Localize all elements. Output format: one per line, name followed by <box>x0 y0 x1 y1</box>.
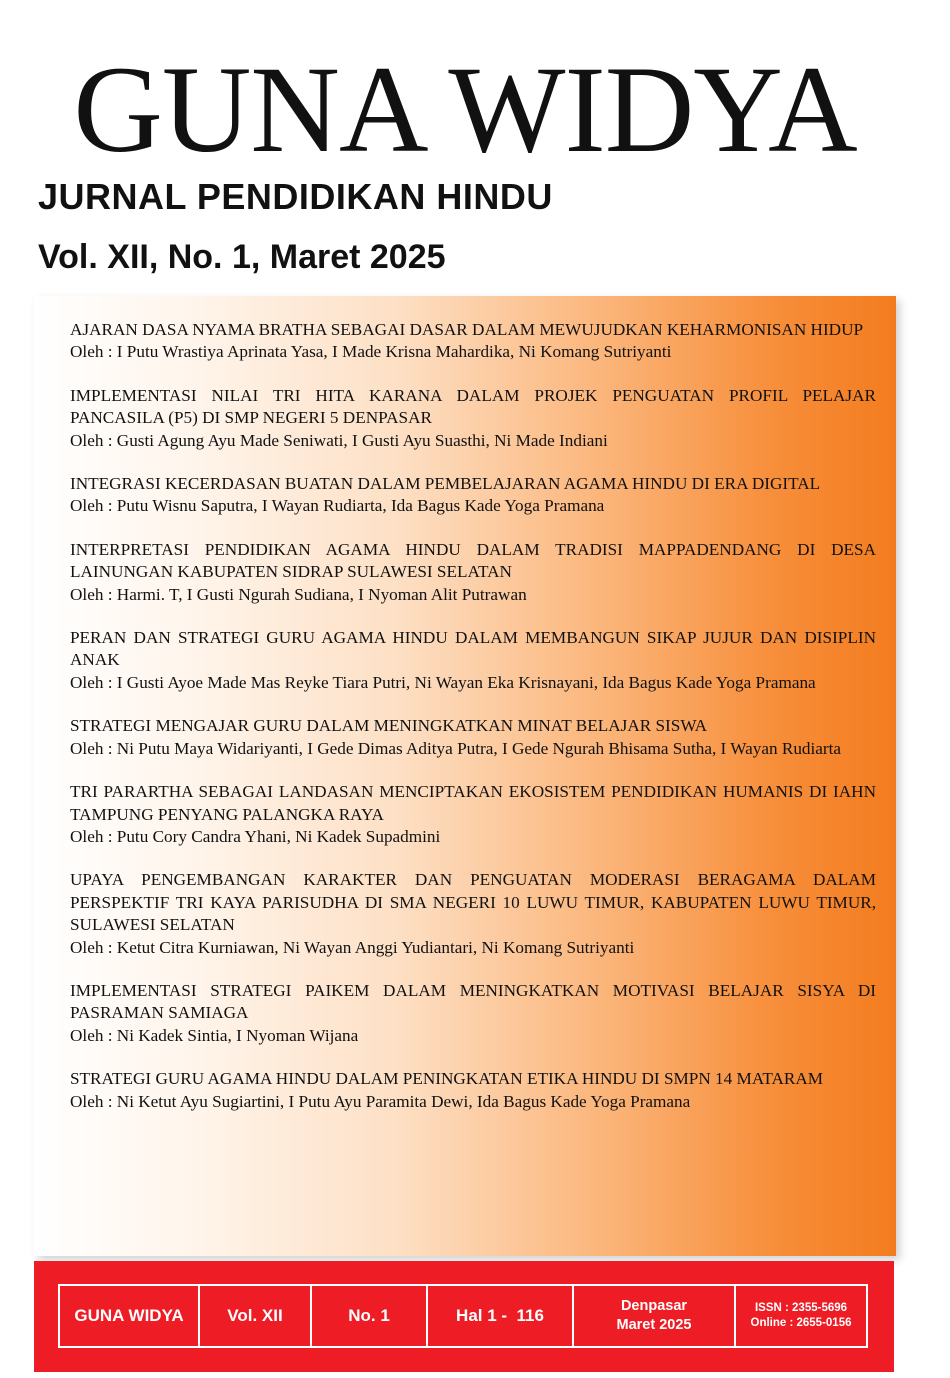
article-item <box>70 473 876 518</box>
article-title: INTERPRETASI PENDIDIKAN AGAMA HINDU DALAM TRADISI MAPPADENDANG DI DESA LAINUNGAN KABUPATEN SIDRAP SULAWESI SELATAN <box>70 539 876 582</box>
article-item <box>70 319 876 364</box>
article-list <box>70 319 876 1134</box>
footer-volume: Vol. XII <box>200 1286 312 1346</box>
footer-issn-print: ISSN : 2355-5696 <box>754 1302 848 1314</box>
article-authors: Oleh : Gusti Agung Ayu Made Seniwati, I Gusti Ayu Suasthi, Ni Made Indiani <box>70 430 608 450</box>
footer-band <box>34 1261 894 1372</box>
article-authors: Oleh : Ni Kadek Sintia, I Nyoman Wijana <box>70 1025 359 1045</box>
footer-place-date <box>574 1286 736 1346</box>
article-item <box>70 1068 876 1113</box>
footer-place: Denpasar <box>620 1298 688 1314</box>
footer-issn-online: Online : 2655-0156 <box>750 1317 852 1329</box>
footer-info-bar <box>58 1284 868 1348</box>
article-item <box>70 869 876 959</box>
issue-volume: Vol. XII, No. 1, Maret 2025 <box>38 238 446 276</box>
article-title: UPAYA PENGEMBANGAN KARAKTER DAN PENGUATAN MODERASI BERAGAMA DALAM PERSPEKTIF TRI KAYA PARISUDHA DI SMA NEGERI 10 LUWU TIMUR, KABUPATEN LUWU TIMUR, SULAWESI SELATAN <box>70 870 876 935</box>
article-authors: Oleh : Putu Wisnu Saputra, I Wayan Rudiarta, Ida Bagus Kade Yoga Pramana <box>70 496 605 516</box>
journal-subtitle: JURNAL PENDIDIKAN HINDU <box>38 176 553 217</box>
article-title: IMPLEMENTASI NILAI TRI HITA KARANA DALAM PROJEK PENGUATAN PROFIL PELAJAR PANCASILA (P5) DI SMP NEGERI 5 DENPASAR <box>70 385 876 428</box>
article-title: TRI PARARTHA SEBAGAI LANDASAN MENCIPTAKAN EKOSISTEM PENDIDIKAN HUMANIS DI IAHN TAMPUNG PENYANG PALANGKA RAYA <box>70 782 876 824</box>
article-item <box>70 781 876 848</box>
table-of-contents-panel <box>34 296 896 1256</box>
article-title: STRATEGI GURU AGAMA HINDU DALAM PENINGKATAN ETIKA HINDU DI SMPN 14 MATARAM <box>70 1069 824 1089</box>
article-title: PERAN DAN STRATEGI GURU AGAMA HINDU DALAM MEMBANGUN SIKAP JUJUR DAN DISIPLIN ANAK <box>70 628 876 670</box>
article-authors: Oleh : Putu Cory Candra Yhani, Ni Kadek Supadmini <box>70 826 441 846</box>
article-title: INTEGRASI KECERDASAN BUATAN DALAM PEMBELAJARAN AGAMA HINDU DI ERA DIGITAL <box>70 474 821 494</box>
journal-title: GUNA WIDYA <box>73 41 857 178</box>
article-item <box>70 385 876 452</box>
footer-pages: Hal 1 - 116 <box>428 1286 574 1346</box>
article-title: AJARAN DASA NYAMA BRATHA SEBAGAI DASAR DALAM MEWUJUDKAN KEHARMONISAN HIDUP <box>70 320 864 339</box>
article-authors: Oleh : Ni Ketut Ayu Sugiartini, I Putu Ayu Paramita Dewi, Ida Bagus Kade Yoga Pramana <box>70 1091 691 1111</box>
article-title: STRATEGI MENGAJAR GURU DALAM MENINGKATKAN MINAT BELAJAR SISWA <box>70 716 708 736</box>
article-item <box>70 980 876 1047</box>
article-authors: Oleh : Harmi. T, I Gusti Ngurah Sudiana, I Nyoman Alit Putrawan <box>70 584 527 604</box>
article-authors: Oleh : Ni Putu Maya Widariyanti, I Gede Dimas Aditya Putra, I Gede Ngurah Bhisama Sutha, I Wayan Rudiarta <box>70 738 842 758</box>
footer-journal-name: GUNA WIDYA <box>60 1286 200 1346</box>
article-title: IMPLEMENTASI STRATEGI PAIKEM DALAM MENINGKATKAN MOTIVASI BELAJAR SISYA DI PASRAMAN SAMIAGA <box>70 980 876 1023</box>
article-authors: Oleh : I Putu Wrastiya Aprinata Yasa, I Made Krisna Mahardika, Ni Komang Sutriyanti <box>70 342 672 362</box>
article-item <box>70 627 876 694</box>
footer-number: No. 1 <box>312 1286 428 1346</box>
footer-issn <box>736 1286 866 1346</box>
article-authors: Oleh : Ketut Citra Kurniawan, Ni Wayan Anggi Yudiantari, Ni Komang Sutriyanti <box>70 937 635 957</box>
article-item <box>70 539 876 606</box>
footer-date: Maret 2025 <box>616 1317 692 1333</box>
article-authors: Oleh : I Gusti Ayoe Made Mas Reyke Tiara Putri, Ni Wayan Eka Krisnayani, Ida Bagus Kade Yoga Pramana <box>70 672 816 692</box>
article-item <box>70 715 876 760</box>
